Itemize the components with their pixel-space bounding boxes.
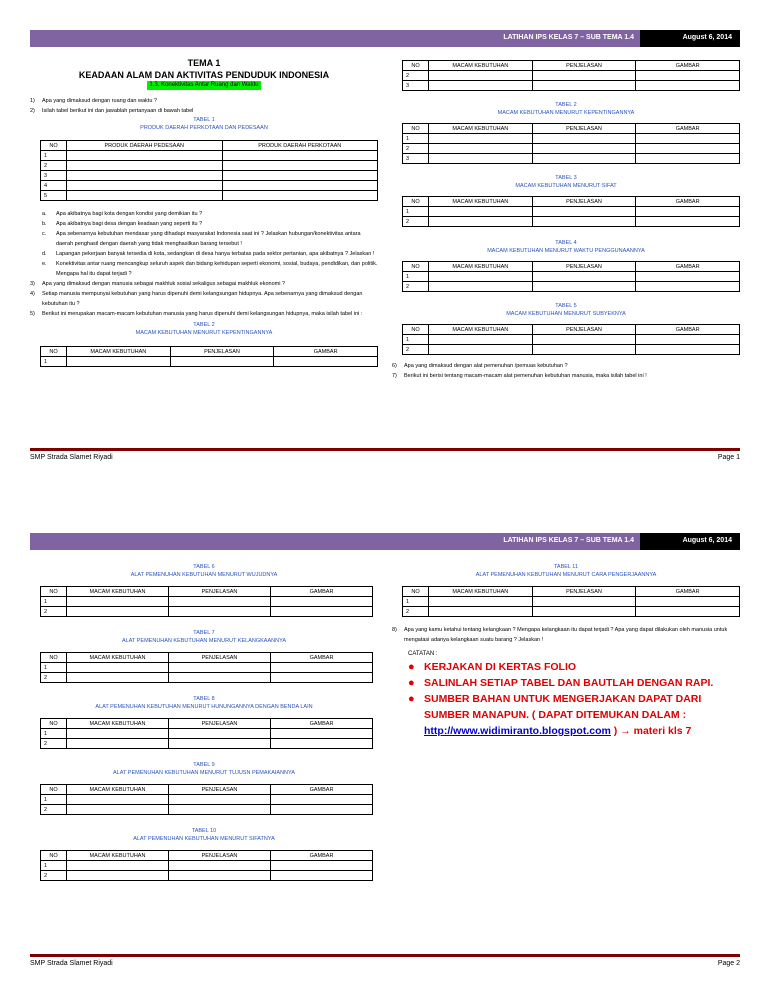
source-link[interactable]: http://www.widimiranto.blogspot.com xyxy=(424,725,611,737)
sub-question-e: e. Konektivitas antar ruang mencangkup seluruh aspek dan bidang kehidupan seperti ekonomi, sosial, budaya, pendidikan, dan politik. Mengapa hal itu dapat terjadi ? xyxy=(42,261,378,277)
tabel8-caption1: TABEL 8 xyxy=(193,696,215,702)
footer-page-number: Page 1 xyxy=(717,454,740,461)
footer-school: SMP Strada Slamet Riyadi xyxy=(30,960,113,967)
question-8: 8) Apa yang kamu ketahui tentang kelangkaan ? Mengapa kelangkaan itu dapat terjadi ? Apa yang dapat dilakukan oleh manusia untuk mengatasi adanya kelangkaan suatu barang ? Jelaskan ! xyxy=(392,627,728,643)
bullet-icon: ● xyxy=(408,661,415,673)
sub-question-a: a. Apa akibatnya bagi kota dengan kondisi yang demikian itu ? xyxy=(42,211,203,217)
question-6: 6) Apa yang dimaksud dengan alat pemenuhan /pemuas kebutuhan ? xyxy=(392,363,568,369)
tabel10-caption1: TABEL 10 xyxy=(191,828,217,834)
tabel7-table: NO MACAM KEBUTUHAN PENJELASAN GAMBAR 1 2 xyxy=(40,652,373,683)
tabel6-caption2: ALAT PEMENUHAN KEBUTUHAN MENURUT WUJUDNYA xyxy=(130,572,278,578)
tabel4-table: NO MACAM KEBUTUHAN PENJELASAN GAMBAR 1 2 xyxy=(402,261,740,292)
page2-right-column xyxy=(392,563,740,739)
tabel2a-caption1: TABEL 2 xyxy=(193,322,215,328)
tabel1-table: NO PRODUK DAERAH PEDESAAN PRODUK DAERAH PERKOTAAN 1 2 3 4 5 xyxy=(40,140,378,201)
tabel7-caption2: ALAT PEMENUHAN KEBUTUHAN MENURUT KELANGKAANNYA xyxy=(121,638,286,644)
page-2 xyxy=(0,503,768,1006)
tema-label: TEMA 1 xyxy=(187,58,221,68)
tabel6-caption1: TABEL 6 xyxy=(193,564,215,570)
tabel10-table: NO MACAM KEBUTUHAN PENJELASAN GAMBAR 1 2 xyxy=(40,850,373,881)
header-date: August 6, 2014 xyxy=(640,30,740,47)
tabel10-caption2: ALAT PEMENUHAN KEBUTUHAN MENURUT SIFATNYA xyxy=(133,836,275,842)
sub-question-b: b. Apa akibatnya bagi desa dengan keadaan yang seperti itu ? xyxy=(42,221,203,227)
footer-school: SMP Strada Slamet Riyadi xyxy=(30,454,113,461)
tabel11-caption2: ALAT PEMENUHAN KEBUTUHAN MENURUT CARA PENGERJAANNYA xyxy=(475,572,657,578)
tabel5-caption2: MACAM KEBUTUHAN MENURUT SUBYEKNYA xyxy=(506,311,626,317)
note-2: ● SALINLAH SETIAP TABEL DAN BAUTLAH DENGAN RAPI. xyxy=(408,677,714,689)
page1-right-column xyxy=(392,60,740,381)
tabel6-table: NO MACAM KEBUTUHAN PENJELASAN GAMBAR 1 2 xyxy=(40,586,373,617)
page2-left-column xyxy=(30,563,378,881)
header-title: LATIHAN IPS KELAS 7 – SUB TEMA 1.4 xyxy=(30,30,640,47)
catatan-label: CATATAN : xyxy=(408,651,438,657)
note-3: ● SUMBER BAHAN UNTUK MENGERJAKAN DAPAT DARI SUMBER MANAPUN. ( DAPAT DITEMUKAN DALAM : http://www.widimiranto.blogspot.com ) → materi kls 7 xyxy=(408,693,702,737)
main-title: KEADAAN ALAM DAN AKTIVITAS PENDUDUK INDONESIA xyxy=(78,70,330,80)
tabel7-caption1: TABEL 7 xyxy=(193,630,215,636)
link-tail: ) → materi kls 7 xyxy=(610,725,692,737)
tabel4-caption2: MACAM KEBUTUHAN MENURUT WAKTU PENGGUNAANNYA xyxy=(487,248,645,254)
tabel8-table: NO MACAM KEBUTUHAN PENJELASAN GAMBAR 1 2 xyxy=(40,718,373,749)
question-4: 4) Setiap manusia mempunyai kebutuhan yang harus dipenuhi demi kelangsungan hidupnya. Apa sebenarnya yang dimaksud dengan kebutuhan itu ? xyxy=(30,291,363,307)
tabel3-caption1: TABEL 3 xyxy=(555,175,577,181)
bullet-icon: ● xyxy=(408,677,415,689)
question-3: 3) Apa yang dimaksud dengan manusia sebagai makhluk sosial sekaligus sebagai makhluk ekonomi ? xyxy=(30,281,286,287)
page2-footer xyxy=(30,954,740,967)
question-7: 7) Berikut ini berisi tentang macam-macam alat pemenuhan kebutuhan manusia, maka isilah tabel ini ! xyxy=(392,373,647,379)
tabel2-continued-table: NO MACAM KEBUTUHAN PENJELASAN GAMBAR 2 3 xyxy=(402,60,740,91)
tabel2b-table: NO MACAM KEBUTUHAN PENJELASAN GAMBAR 1 2 3 xyxy=(402,123,740,164)
question-5: 5) Berikut ini merupakan macam-macam kebutuhan manusia yang harus dipenuhi demi kelangsungan hidupnya, maka isilah tabel ini : xyxy=(30,311,363,317)
page-header xyxy=(30,30,740,47)
header-title: LATIHAN IPS KELAS 7 – SUB TEMA 1.4 xyxy=(30,533,640,550)
page1-footer xyxy=(30,448,740,461)
tabel8-caption2: ALAT PEMENUHAN KEBUTUHAN MENURUT HUNUNGANNYA DENGAN BENDA LAIN xyxy=(95,704,313,710)
tabel11-table: NO MACAM KEBUTUHAN PENJELASAN GAMBAR 1 2 xyxy=(402,586,740,617)
tabel11-caption1: TABEL 11 xyxy=(553,564,579,570)
tabel9-table: NO MACAM KEBUTUHAN PENJELASAN GAMBAR 1 2 xyxy=(40,784,373,815)
tabel1-caption2: PRODUK DAERAH PERKOTAAN DAN PEDESAAN xyxy=(140,125,268,131)
page1-left-column xyxy=(30,58,378,367)
tabel3-table: NO MACAM KEBUTUHAN PENJELASAN GAMBAR 1 2 xyxy=(402,196,740,227)
tabel4-caption1: TABEL 4 xyxy=(555,240,577,246)
subtheme-label: 1.3. Konektivitas Antar Ruang dan Waktu xyxy=(149,82,259,88)
sub-question-d: d. Lapangan pekerjaan banyak tersedia di kota, sedangkan di desa hanya terbatas pada sektor pertanian, apa akibatnya ? Jelaskan ! xyxy=(42,251,375,257)
tabel3-caption2: MACAM KEBUTUHAN MENURUT SIFAT xyxy=(515,183,617,189)
tabel9-caption2: ALAT PEMENUHAN KEBUTUHAN MENURUT TUJUSN PEMAKAIANNYA xyxy=(113,770,295,776)
tabel2a-caption2: MACAM KEBUTUHAN MENURUT KEPENTINGANNYA xyxy=(135,330,273,336)
question-2: 2) Isilah tabel berikut ini dan jawablah pertanyaan di bawah tabel xyxy=(30,108,194,114)
tabel2b-caption2: MACAM KEBUTUHAN MENURUT KEPENTINGANNYA xyxy=(497,110,635,116)
note-1: ● KERJAKAN DI KERTAS FOLIO xyxy=(408,661,577,673)
question-1: 1) Apa yang dimaksud dengan ruang dan waktu ? xyxy=(30,98,157,104)
sub-question-c: c. Apa sebenarnya kebutuhan mendasar yang dihadapi masyarakat Indonesia saat ini ? Jelaskan hubungan/konektivitas antara daerah penghasil dengan daerah yang tidak menghasilkan barang tersebut ! xyxy=(42,231,361,247)
tabel5-caption1: TABEL 5 xyxy=(555,303,577,309)
footer-page-number: Page 2 xyxy=(717,960,740,967)
tabel2a-table: NO MACAM KEBUTUHAN PENJELASAN GAMBAR 1 xyxy=(40,346,378,367)
tabel2b-caption1: TABEL 2 xyxy=(555,102,577,108)
tabel1-caption1: TABEL 1 xyxy=(193,117,215,123)
page-header xyxy=(30,533,740,550)
tabel9-caption1: TABEL 9 xyxy=(193,762,215,768)
bullet-icon: ● xyxy=(408,693,415,705)
tabel5-table: NO MACAM KEBUTUHAN PENJELASAN GAMBAR 1 2 xyxy=(402,324,740,355)
header-date: August 6, 2014 xyxy=(640,533,740,550)
